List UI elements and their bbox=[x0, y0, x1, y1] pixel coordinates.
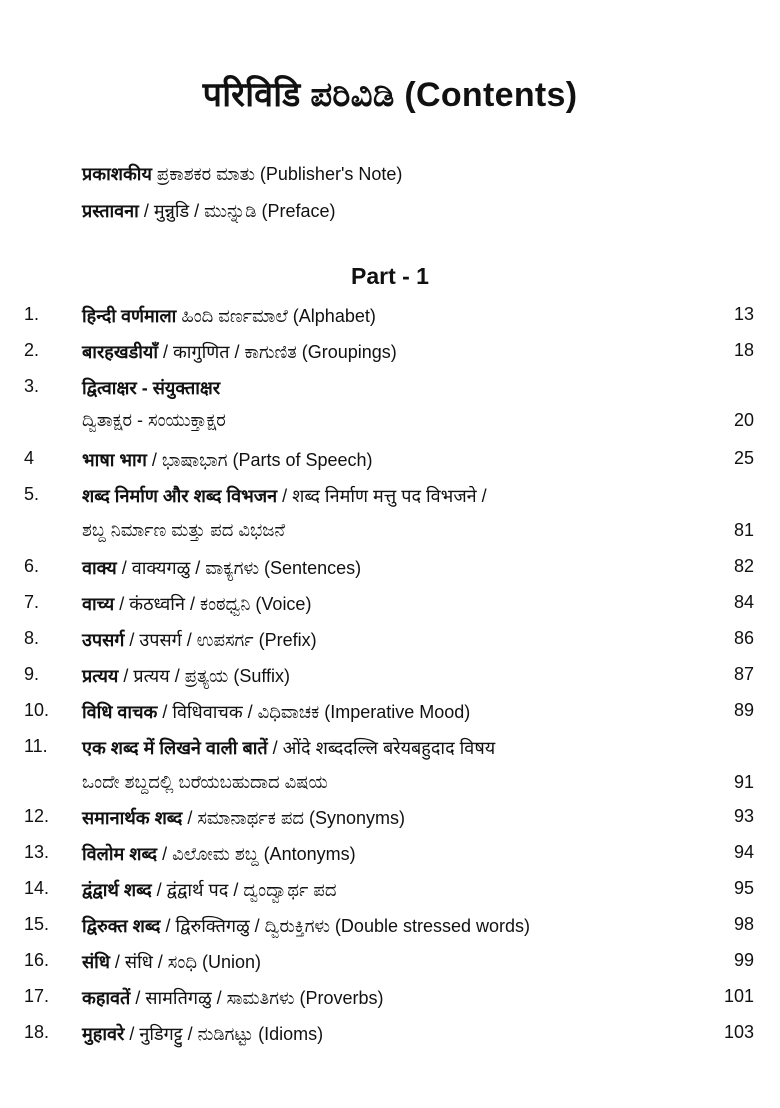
entry-text: / मुन्नुडि / ಮುನ್ನುಡಿ (Preface) bbox=[138, 201, 336, 221]
hindi-label: कहावतें bbox=[82, 988, 131, 1008]
hindi-label: उपसर्ग bbox=[82, 630, 125, 650]
entry-translation: / ओंदे शब्ददल्लि बरेयबहुदाद विषय bbox=[267, 738, 496, 758]
front-matter-preface[interactable] bbox=[82, 199, 336, 223]
entry-title bbox=[82, 592, 311, 616]
entry-translation: / नुडिगट्टु / ನುಡಿಗಟ್ಟು (Idioms) bbox=[124, 1024, 324, 1044]
entry-number: 4 bbox=[24, 448, 35, 468]
toc-entry[interactable] bbox=[0, 376, 780, 406]
front-matter-publishers-note[interactable] bbox=[82, 162, 402, 186]
entry-translation: / ವಿಲೋಮ ಶಬ್ದ (Antonyms) bbox=[157, 844, 356, 864]
toc-entry[interactable] bbox=[0, 878, 780, 908]
entry-number: 3. bbox=[24, 376, 40, 396]
hindi-label: प्रत्यय bbox=[82, 666, 119, 686]
page-number: 82 bbox=[733, 556, 754, 576]
hindi-label: शब्द निर्माण और शब्द विभजन bbox=[82, 486, 278, 506]
page-title: परिविडि ಪರಿವಿಡಿ (Contents) bbox=[202, 76, 578, 114]
hindi-label: वाक्य bbox=[82, 558, 117, 578]
toc-entry[interactable] bbox=[0, 484, 780, 514]
hindi-label: मुहावरे bbox=[82, 1024, 125, 1044]
entry-translation: / सामतिगळु / ಸಾಮತಿಗಳು (Proverbs) bbox=[130, 988, 384, 1008]
page-number: 94 bbox=[733, 842, 754, 862]
toc-entry[interactable] bbox=[0, 410, 780, 440]
toc-entry[interactable] bbox=[0, 448, 780, 478]
page-number: 87 bbox=[733, 664, 754, 684]
hindi-label: द्विरुक्त शब्द bbox=[82, 916, 161, 936]
page-number: 99 bbox=[733, 950, 754, 970]
entry-title bbox=[82, 842, 356, 866]
hindi-label: प्रस्तावना bbox=[82, 201, 139, 221]
entry-title bbox=[82, 448, 373, 472]
entry-title bbox=[82, 520, 285, 541]
entry-number: 16. bbox=[24, 950, 50, 970]
entry-title bbox=[82, 484, 487, 508]
entry-translation: / उपसर्ग / ಉಪಸರ್ಗ (Prefix) bbox=[124, 630, 317, 650]
page-number: 93 bbox=[733, 806, 754, 826]
entry-title bbox=[82, 950, 261, 974]
entry-translation: / कंठध्वनि / ಕಂಠಧ್ವನಿ (Voice) bbox=[114, 594, 312, 614]
entry-number: 1. bbox=[24, 304, 40, 324]
entry-title bbox=[82, 376, 220, 400]
hindi-label: बारहखडीयाँ bbox=[82, 342, 158, 362]
entry-number: 11. bbox=[24, 736, 48, 756]
page-number: 81 bbox=[733, 520, 754, 540]
entry-translation: / विधिवाचक / ವಿಧಿವಾಚಕ (Imperative Mood) bbox=[157, 702, 471, 722]
entry-number: 6. bbox=[24, 556, 40, 576]
entry-title bbox=[82, 736, 495, 760]
entry-title bbox=[82, 772, 328, 793]
toc-entry[interactable] bbox=[0, 520, 780, 550]
entry-title bbox=[82, 914, 530, 938]
entry-translation: ಒಂದೇ ಶಬ್ದದಲ್ಲಿ ಬರೆಯಬಹುದಾದ ವಿಷಯ bbox=[82, 772, 328, 792]
entry-number: 7. bbox=[24, 592, 40, 612]
entry-title bbox=[82, 410, 226, 431]
hindi-label: द्वंद्वार्थ शब्द bbox=[82, 880, 152, 900]
entry-title bbox=[82, 878, 336, 902]
hindi-label: वाच्य bbox=[82, 594, 115, 614]
toc-entry[interactable] bbox=[0, 842, 780, 872]
entry-number: 15. bbox=[24, 914, 50, 934]
entry-translation: ದ್ವಿತಾಕ್ಷರ - ಸಂಯುಕ್ತಾಕ್ಷರ bbox=[82, 410, 226, 430]
toc-entry[interactable] bbox=[0, 628, 780, 658]
page-number: 89 bbox=[733, 700, 754, 720]
entry-translation: / द्वंद्वार्थ पद / ದ್ವಂದ್ವಾರ್ಥ ಪದ bbox=[151, 880, 337, 900]
page-number: 91 bbox=[733, 772, 754, 792]
toc-entry[interactable] bbox=[0, 700, 780, 730]
page-number: 98 bbox=[733, 914, 754, 934]
entry-number: 5. bbox=[24, 484, 40, 504]
toc-entry[interactable] bbox=[0, 304, 780, 334]
entry-number: 8. bbox=[24, 628, 40, 648]
page-number: 86 bbox=[733, 628, 754, 648]
entry-title bbox=[82, 664, 290, 688]
part-heading: Part - 1 bbox=[351, 263, 429, 289]
toc-entry[interactable] bbox=[0, 1022, 780, 1052]
toc-entry[interactable] bbox=[0, 950, 780, 980]
entry-number: 9. bbox=[24, 664, 40, 684]
entry-number: 2. bbox=[24, 340, 40, 360]
hindi-label: समानार्थक शब्द bbox=[82, 808, 183, 828]
entry-translation: / ಸಮಾನಾರ್ಥಕ ಪದ (Synonyms) bbox=[182, 808, 406, 828]
toc-entry[interactable] bbox=[0, 556, 780, 586]
hindi-label: विलोम शब्द bbox=[82, 844, 158, 864]
entry-number: 10. bbox=[24, 700, 50, 720]
entry-translation: ಶಬ್ದ ನಿರ್ಮಾಣ ಮತ್ತು ಪದ ವಿಭಜನೆ bbox=[82, 520, 286, 540]
hindi-label: भाषा भाग bbox=[82, 450, 147, 470]
hindi-label: एक शब्द में लिखने वाली बातें bbox=[82, 738, 268, 758]
page-number: 18 bbox=[733, 340, 754, 360]
entry-title bbox=[82, 628, 317, 652]
entry-translation: / द्विरुक्तिगळु / ದ್ವಿರುಕ್ತಿಗಳು (Double stressed words) bbox=[160, 916, 531, 936]
toc-entry[interactable] bbox=[0, 736, 780, 766]
hindi-label: विधि वाचक bbox=[82, 702, 158, 722]
entry-translation: / शब्द निर्माण मत्तु पद विभजने / bbox=[277, 486, 487, 506]
page-number: 103 bbox=[723, 1022, 754, 1042]
page-number: 101 bbox=[723, 986, 754, 1006]
entry-translation: / वाक्यगळु / ವಾಕ್ಯಗಳು (Sentences) bbox=[116, 558, 362, 578]
entry-title bbox=[82, 340, 397, 364]
entry-number: 14. bbox=[24, 878, 50, 898]
entry-title bbox=[82, 556, 361, 580]
entry-translation: / कागुणित / ಕಾಗುಣಿತ (Groupings) bbox=[157, 342, 397, 362]
entry-title bbox=[82, 986, 383, 1010]
entry-title bbox=[82, 700, 470, 724]
page-number: 95 bbox=[733, 878, 754, 898]
toc-entry[interactable] bbox=[0, 592, 780, 622]
toc-entry[interactable] bbox=[0, 772, 780, 802]
entry-translation: / ಭಾಷಾಭಾಗ (Parts of Speech) bbox=[146, 450, 373, 470]
hindi-label: हिन्दी वर्णमाला bbox=[82, 306, 177, 326]
entry-translation: / प्रत्यय / ಪ್ರತ್ಯಯ (Suffix) bbox=[118, 666, 291, 686]
entry-number: 18. bbox=[24, 1022, 50, 1042]
page-number: 13 bbox=[733, 304, 754, 324]
entry-number: 12. bbox=[24, 806, 50, 826]
entry-number: 17. bbox=[24, 986, 50, 1006]
hindi-label: संधि bbox=[82, 952, 110, 972]
toc-entry[interactable] bbox=[0, 914, 780, 944]
toc-entry[interactable] bbox=[0, 664, 780, 694]
entry-translation: / संधि / ಸಂಧಿ (Union) bbox=[109, 952, 261, 972]
page-number: 84 bbox=[733, 592, 754, 612]
entry-translation: ಹಿಂದಿ ವರ್ಣಮಾಲೆ (Alphabet) bbox=[176, 306, 376, 326]
page-number: 25 bbox=[733, 448, 754, 468]
entry-title bbox=[82, 806, 405, 830]
entry-number: 13. bbox=[24, 842, 50, 862]
toc-entry[interactable] bbox=[0, 986, 780, 1016]
toc-entry[interactable] bbox=[0, 340, 780, 370]
entry-title bbox=[82, 304, 376, 328]
hindi-label: द्वित्वाक्षर - संयुक्ताक्षर bbox=[82, 378, 221, 398]
entry-text: ಪ್ರಕಾಶಕರ ಮಾತು (Publisher's Note) bbox=[151, 164, 403, 184]
hindi-label: प्रकाशकीय bbox=[82, 164, 152, 184]
toc-entry[interactable] bbox=[0, 806, 780, 836]
page-number: 20 bbox=[733, 410, 754, 430]
entry-title bbox=[82, 1022, 323, 1046]
